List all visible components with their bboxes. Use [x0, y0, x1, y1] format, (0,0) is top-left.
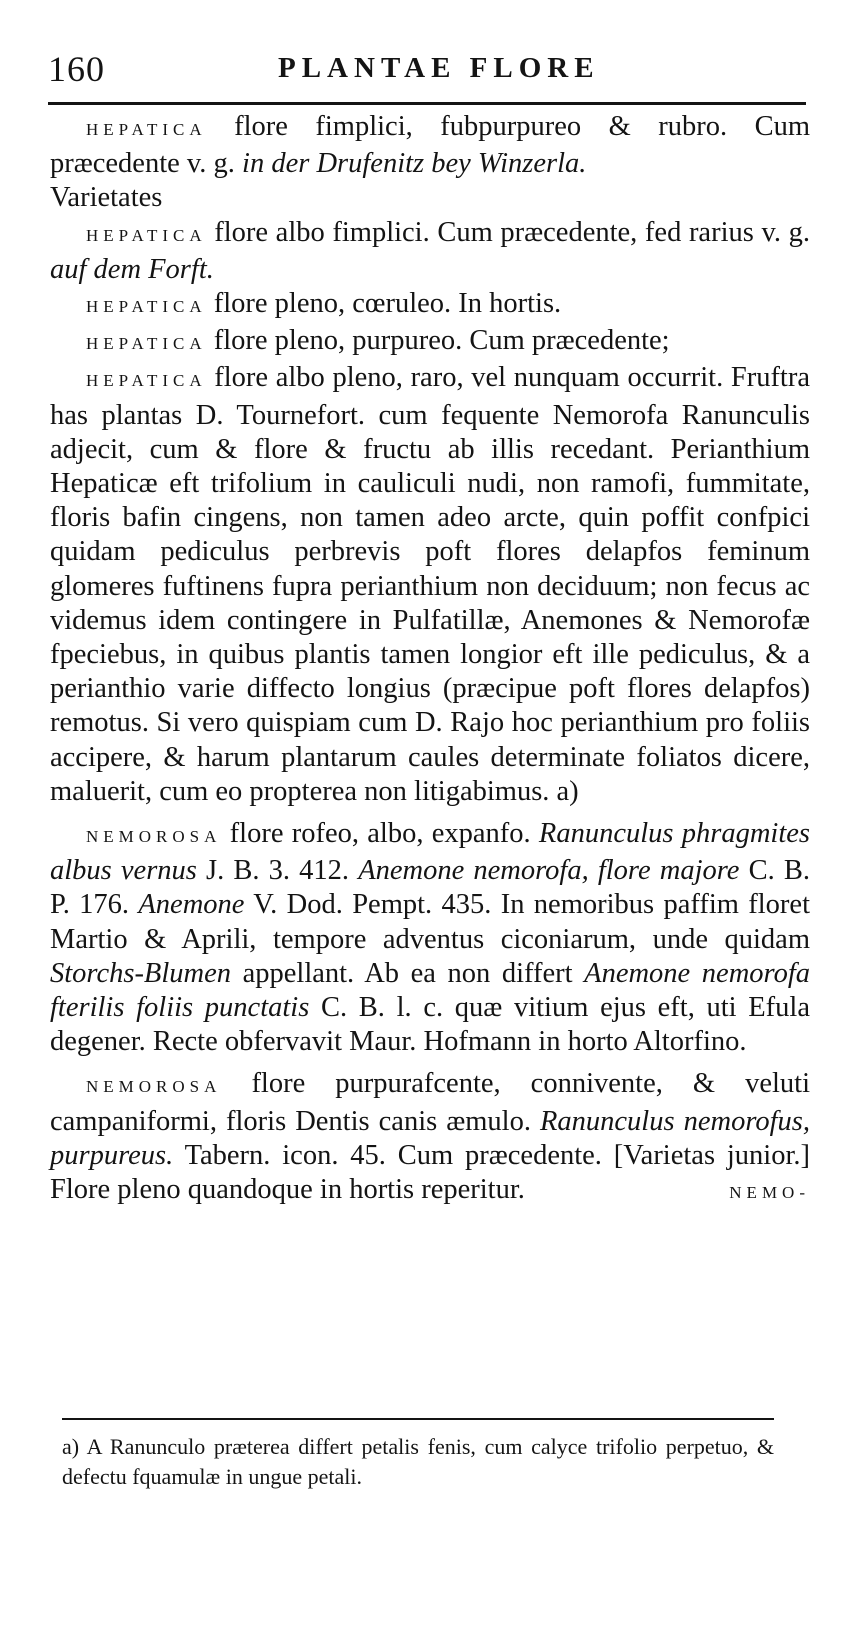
- italic-run: Anemone: [138, 889, 245, 921]
- text-run: C. B. P. 176.: [50, 855, 810, 921]
- heading-varietates: Varietates: [50, 182, 163, 214]
- paragraph-hepatica-simplici-rubro: [50, 110, 810, 181]
- footnote-text: [62, 1432, 774, 1492]
- footnote-marker: a): [62, 1434, 80, 1459]
- italic-run: Anemone nemorofa fterilis foliis punctatis: [50, 957, 810, 1024]
- genus-name: NEMOROSA: [86, 1077, 222, 1097]
- text-run: appellant. Ab ea non differt: [231, 957, 585, 989]
- italic-run: Anemone nemorofa, flore majore: [358, 855, 740, 887]
- genus-name: HEPATICA: [86, 225, 207, 245]
- paragraph-hepatica-pleno-caeruleo: [50, 287, 810, 324]
- genus-name: HEPATICA: [86, 371, 207, 391]
- text-run: flore purpurafcente, connivente, & veluti campaniformi, floris Dentis canis æmulo.: [50, 1068, 810, 1137]
- header-rule: [48, 102, 806, 105]
- italic-run: Storchs-Blumen: [50, 957, 231, 989]
- text-run: V. Dod. Pempt. 435. In nemoribus paffim floret Martio & Aprili, tempore adventus ciconiarum, unde quidam: [50, 889, 810, 955]
- footnote: [62, 1432, 774, 1492]
- footnote-body: A Ranunculo præterea differt petalis fenis, cum calyce trifolio perpetuo, & defectu fquamulæ in ungue petali.: [62, 1434, 774, 1489]
- catchword: NEMO-: [729, 1183, 810, 1203]
- page-number: 160: [48, 49, 105, 89]
- paragraph-hepatica-albo-pleno: [50, 361, 810, 809]
- text-run: C. B. l. c. quæ vitium ejus eft, uti Efula degener. Recte obfervavit Maur. Hofmann in horto Altorfino.: [50, 992, 810, 1058]
- running-title: PLANTAE FLORE: [278, 52, 600, 84]
- main-text: [50, 110, 810, 1211]
- text-run: Tabern. icon. 45. Cum præcedente. [Varietas junior.] Flore pleno quandoque in hortis reperitur.: [50, 1139, 810, 1206]
- text-run: flore rofeo, albo, expanfo.: [221, 818, 539, 850]
- genus-name: HEPATICA: [86, 334, 207, 354]
- paragraph-hepatica-albo-simplici: [50, 216, 810, 287]
- paragraph-text: flore pleno, purpureo. Cum præcedente;: [206, 325, 670, 357]
- paragraph-text: flore albo fimplici. Cum præcedente, fed rarius v. g.: [206, 216, 810, 248]
- paragraph-hepatica-pleno-purpureo: [50, 324, 810, 361]
- paragraph-text: flore fimplici, fubpurpureo & rubro. Cum præcedente v. g.: [50, 111, 810, 180]
- genus-name: HEPATICA: [86, 297, 207, 317]
- genus-name: NEMOROSA: [86, 827, 222, 847]
- italic-locality: auf dem Forft.: [50, 253, 214, 285]
- paragraph-nemorosa-roseo: [50, 817, 810, 1059]
- italic-run: Ranunculus nemorofus, purpureus.: [50, 1105, 811, 1171]
- text-run: J. B. 3. 412.: [196, 855, 359, 887]
- paragraph-text: flore albo pleno, raro, vel nunquam occurrit. Fruftra has plantas D. Tournefort. cum fequente Nemorofa Ranunculis adjecit, cum & flore & fructu ab illis recedant. Perianthium Hepaticæ eft trifolium in cauliculi nudi, non ramofi, fummitate, floris bafin cingens, non tamen adeo arcte, quin poffit confpici quidam pediculus perbrevis poft flores delapfos feminum glomeres fuftinens fupra perianthium non deciduum; non fecus ac videmus idem contingere in Pulfatillæ, Anemones & Nemorofæ fpeciebus, in quibus plantis tamen longior eft ille pediculus, & a perianthio varie diffecto longius (præcipue poft flores delapfos) remotus. Si vero quispiam cum D. Rajo hoc perianthium pro foliis accipere, & harum plantarum caules determinate foliatos dicere, maluerit, cum eo propterea non litigabimus. a): [50, 362, 810, 807]
- italic-run: Ranunculus phragmites albus vernus: [50, 818, 810, 887]
- footnote-rule: [62, 1418, 774, 1420]
- italic-locality: in der Drufenitz bey Winzerla.: [242, 148, 587, 180]
- running-header: [48, 48, 808, 90]
- paragraph-text: flore pleno, cœruleo. In hortis.: [206, 288, 562, 320]
- genus-name: HEPATICA: [86, 120, 207, 139]
